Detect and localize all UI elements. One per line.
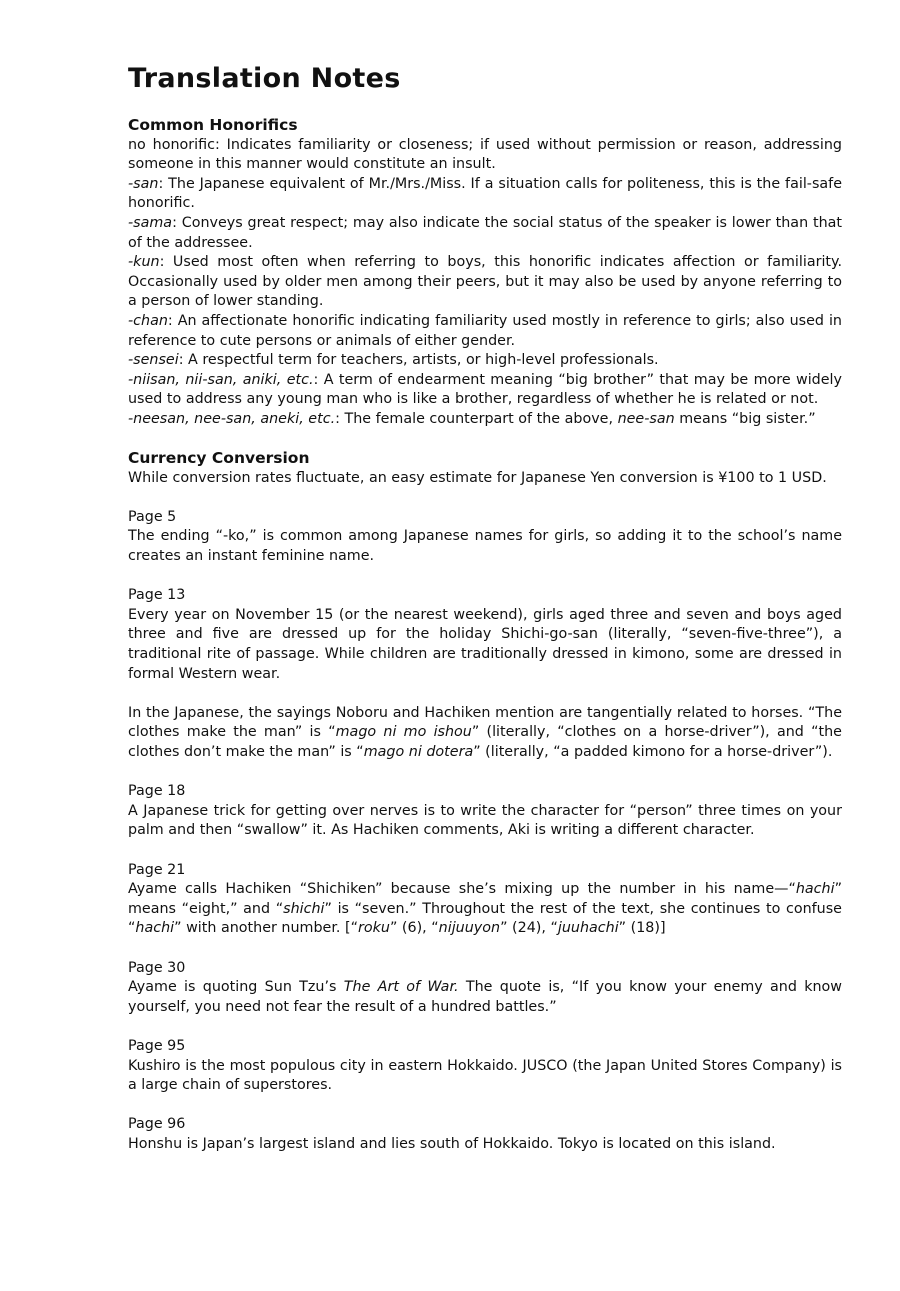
note-text-part: ” means “eight,” and “ — [128, 881, 842, 917]
term-label: -chan — [128, 312, 168, 329]
note-italic: roku — [357, 920, 390, 937]
honorific-sama — [128, 214, 842, 253]
spacer — [128, 684, 842, 704]
document-page — [128, 62, 842, 1154]
note-page-label: Page 21 — [128, 861, 186, 878]
note-italic: mago ni mo ishou — [335, 724, 472, 741]
honorific-neesan — [128, 410, 842, 430]
note-italic: hachi — [795, 881, 835, 898]
term-definition: : The Japanese equivalent of Mr./Mrs./Miss. If a situation calls for politeness, this is the fail-safe honorific. — [128, 175, 842, 212]
note-page-label: Page 95 — [128, 1037, 186, 1054]
honorific-san — [128, 175, 842, 214]
note-text: Every year on November 15 (or the nearest weekend), girls aged three and seven and boys aged three and five are dressed up for the holiday Shichi-go-san (literally, “seven-five-three”), a traditional rite of passage. While children are traditionally dressed in kimono, some are dressed in formal Western wear. — [128, 606, 842, 682]
honorific-chan — [128, 312, 842, 351]
currency-text: While conversion rates fluctuate, an easy estimate for Japanese Yen conversion is ¥100 to 1 USD. — [128, 469, 827, 486]
note-page-label: Page 96 — [128, 1116, 186, 1133]
term-label: -niisan, nii-san, aniki, etc. — [128, 371, 314, 388]
honorifics-heading: Common Honorifics — [128, 116, 298, 134]
note-text-part: ” (18)] — [618, 920, 666, 937]
note-text-part: The quote is, “If you know your enemy and know yourself, you need not fear the result of a hundred battles.” — [128, 979, 842, 1015]
note-text — [128, 978, 842, 1017]
note-text-part: ” (literally, “clothes on a horse-driver”), and “the clothes don’t make the man” is “ — [128, 724, 842, 760]
term-label: -sama — [128, 214, 173, 231]
term-label: -sensei — [128, 352, 179, 369]
note-text: Honshu is Japan’s largest island and lies south of Hokkaido. Tokyo is located on this island. — [128, 1135, 776, 1152]
spacer — [128, 488, 842, 508]
term-definition: : Used most often when referring to boys, this honorific indicates affection or familiarity. Occasionally used by older men among their peers, but it may also be used by anyone referring to a person of lower standing. — [128, 254, 842, 310]
term-definition: : The female counterpart of the above, — [335, 410, 618, 427]
note-text-part: ” (literally, “a padded kimono for a horse-driver”). — [473, 744, 833, 760]
term-definition-end: means “big sister.” — [674, 410, 816, 427]
note-italic: juuhachi — [557, 920, 619, 937]
term-label: -neesan, nee-san, aneki, etc. — [128, 410, 336, 427]
honorific-niisan — [128, 371, 842, 410]
note-text-part: ” is “seven.” Throughout the rest of the text, she continues to confuse “ — [128, 900, 842, 937]
spacer — [128, 1096, 842, 1116]
note-page-label: Page 13 — [128, 587, 186, 604]
term-definition: : A respectful term for teachers, artists, or high-level professionals. — [178, 352, 659, 369]
spacer — [128, 841, 842, 861]
note-text — [128, 880, 842, 939]
page-title: Translation Notes — [128, 63, 401, 94]
note-italic: shichi — [283, 900, 325, 917]
honorific-kun — [128, 253, 842, 312]
note-page-label: Page 30 — [128, 959, 186, 976]
note-italic: The Art of War. — [343, 979, 459, 996]
note-italic: mago ni dotera — [363, 744, 474, 760]
note-text — [128, 704, 842, 763]
note-italic: hachi — [135, 920, 175, 937]
note-text: Kushiro is the most populous city in eastern Hokkaido. JUSCO (the Japan United Stores Company) is a large chain of superstores. — [128, 1057, 842, 1094]
note-text-part: Ayame calls Hachiken “Shichiken” because she’s mixing up the number in his name—“ — [128, 881, 796, 898]
term-label: -san — [128, 175, 159, 192]
term-definition: : An affectionate honorific indicating familiarity used mostly in reference to girls; also used in reference to cute persons or animals of either gender. — [128, 312, 842, 349]
term-label: no honorific — [128, 136, 215, 153]
honorific-none — [128, 136, 842, 175]
spacer — [128, 939, 842, 959]
term-definition: : Conveys great respect; may also indicate the social status of the speaker is lower than that of the addressee. — [128, 214, 842, 251]
note-text-part: ” (24), “ — [500, 920, 558, 937]
note-text: A Japanese trick for getting over nerves is to write the character for “person” three times on your palm and then “swallow” it. As Hachiken comments, Aki is writing a different character. — [128, 802, 842, 839]
currency-heading: Currency Conversion — [128, 449, 310, 468]
term-inline: nee-san — [617, 410, 675, 427]
note-italic: nijuuyon — [438, 920, 501, 937]
honorific-sensei — [128, 351, 842, 371]
spacer — [128, 430, 842, 450]
term-label: -kun — [128, 254, 160, 271]
spacer — [128, 567, 842, 587]
note-page-label: Page 18 — [128, 783, 186, 800]
term-definition: : A term of endearment meaning “big brother” that may be more widely used to address any young man who is like a brother, regardless of whether he is related or not. — [128, 371, 842, 408]
spacer — [128, 763, 842, 783]
note-text: The ending “-ko,” is common among Japanese names for girls, so adding it to the school’s name creates an instant feminine name. — [128, 528, 842, 565]
note-text-part: Ayame is quoting Sun Tzu’s — [128, 979, 344, 996]
note-text-part: ” (6), “ — [389, 920, 439, 937]
note-text-part: ” with another number. [“ — [174, 920, 358, 937]
spacer — [128, 1017, 842, 1037]
note-text-part: In the Japanese, the sayings Noboru and Hachiken mention are tangentially related to horses. “The clothes make the man” is “ — [128, 704, 842, 741]
note-page-label: Page 5 — [128, 508, 177, 525]
term-definition: : Indicates familiarity or closeness; if used without permission or reason, addressing someone in this manner would constitute an insult. — [128, 136, 842, 173]
